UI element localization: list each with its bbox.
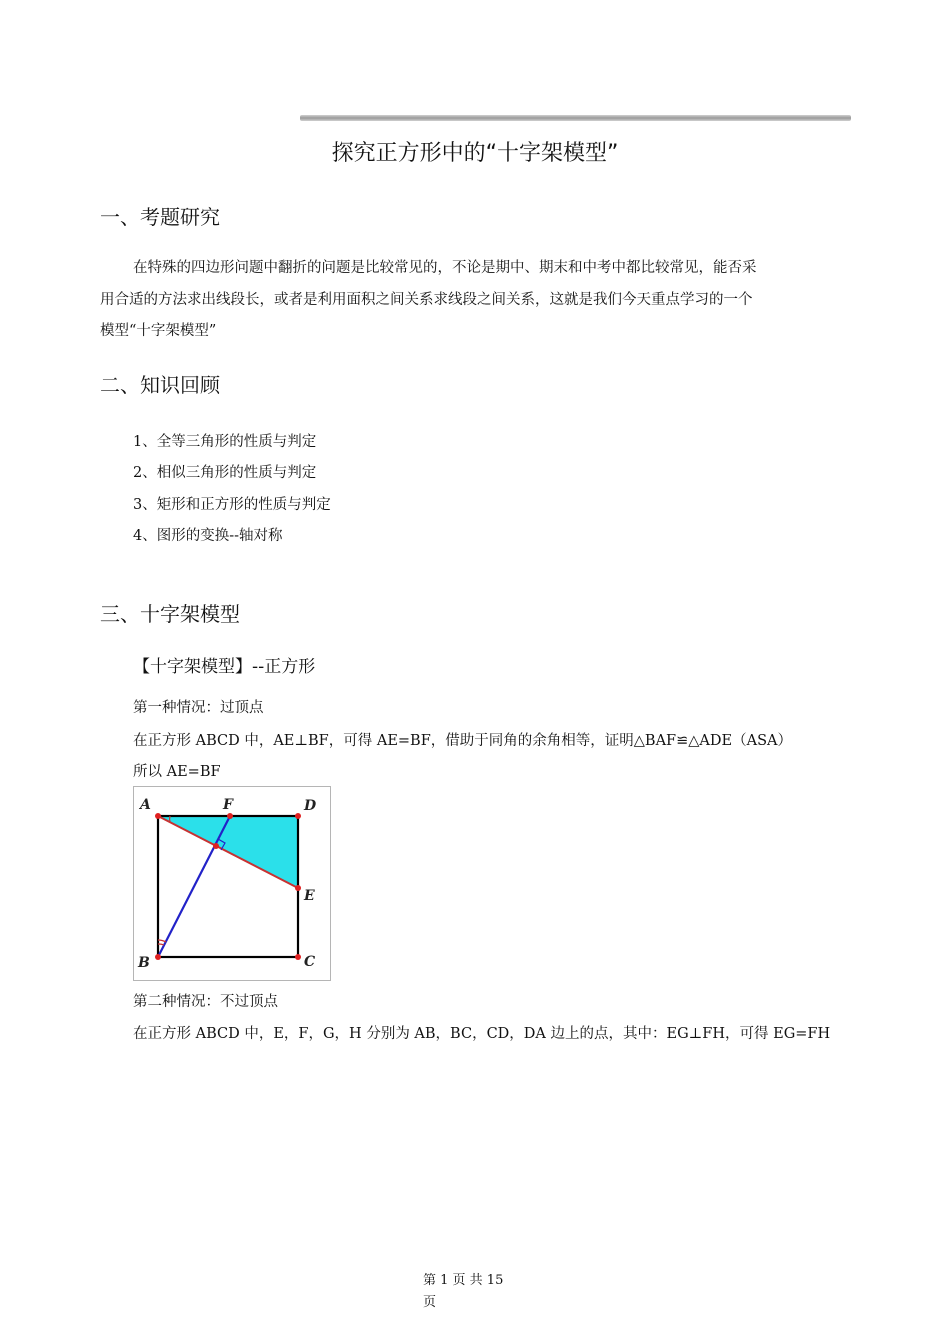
label-b: B bbox=[138, 955, 150, 971]
section-heading-exam-study: 一、考题研究 bbox=[100, 205, 220, 229]
point-intersection bbox=[213, 843, 219, 849]
footer-page-suffix: 页 bbox=[423, 1295, 437, 1310]
subheading-square-model: 【十字架模型】--正方形 bbox=[133, 657, 316, 677]
list-item: 2、相似三角形的性质与判定 bbox=[133, 465, 317, 482]
case1-conclusion: 所以 AE=BF bbox=[133, 764, 221, 780]
case2-title: 第二种情况：不过顶点 bbox=[133, 994, 278, 1010]
point-e bbox=[295, 885, 301, 891]
label-a: A bbox=[140, 797, 151, 813]
label-c: C bbox=[304, 954, 316, 970]
footer-page-number: 第 1 页 共 15 bbox=[423, 1273, 504, 1288]
list-item: 3、矩形和正方形的性质与判定 bbox=[133, 496, 331, 513]
header-rule bbox=[300, 115, 851, 121]
intro-paragraph bbox=[100, 253, 852, 348]
knowledge-list bbox=[133, 427, 331, 552]
point-b bbox=[155, 954, 161, 960]
point-c bbox=[295, 954, 301, 960]
intro-line-3: 模型“十字架模型” bbox=[100, 323, 217, 339]
segment-bf bbox=[158, 816, 230, 957]
point-d bbox=[295, 813, 301, 819]
square-cross-figure bbox=[133, 786, 331, 981]
point-f bbox=[227, 813, 233, 819]
list-item: 1、全等三角形的性质与判定 bbox=[133, 434, 317, 450]
case1-text: 在正方形 ABCD 中，AE⊥BF，可得 AE=BF，借助于同角的余角相等，证明△BAF≌△ADE（ASA） bbox=[133, 733, 792, 749]
case2-text: 在正方形 ABCD 中，E，F，G，H 分别为 AB，BC，CD，DA 边上的点，其中：EG⊥FH，可得 EG=FH bbox=[133, 1026, 831, 1042]
case1-title: 第一种情况：过顶点 bbox=[133, 700, 264, 716]
intro-line-1: 在特殊的四边形问题中翻折的问题是比较常见的，不论是期中、期末和中考中都比较常见，能否采 bbox=[133, 260, 757, 276]
page-title: 探究正方形中的“十字架模型” bbox=[331, 141, 619, 166]
label-d: D bbox=[304, 798, 317, 814]
page-footer bbox=[423, 1270, 503, 1314]
label-f: F bbox=[223, 797, 233, 813]
section-heading-cross-model: 三、十字架模型 bbox=[100, 602, 240, 626]
list-item: 4、图形的变换--轴对称 bbox=[133, 527, 283, 544]
point-a bbox=[155, 813, 161, 819]
label-e: E bbox=[304, 888, 315, 904]
intro-line-2: 用合适的方法求出线段长，或者是利用面积之间关系求线段之间关系，这就是我们今天重点学习的一个 bbox=[100, 291, 753, 308]
section-heading-knowledge-review: 二、知识回顾 bbox=[100, 373, 220, 397]
angle-arc-b2 bbox=[158, 940, 166, 942]
